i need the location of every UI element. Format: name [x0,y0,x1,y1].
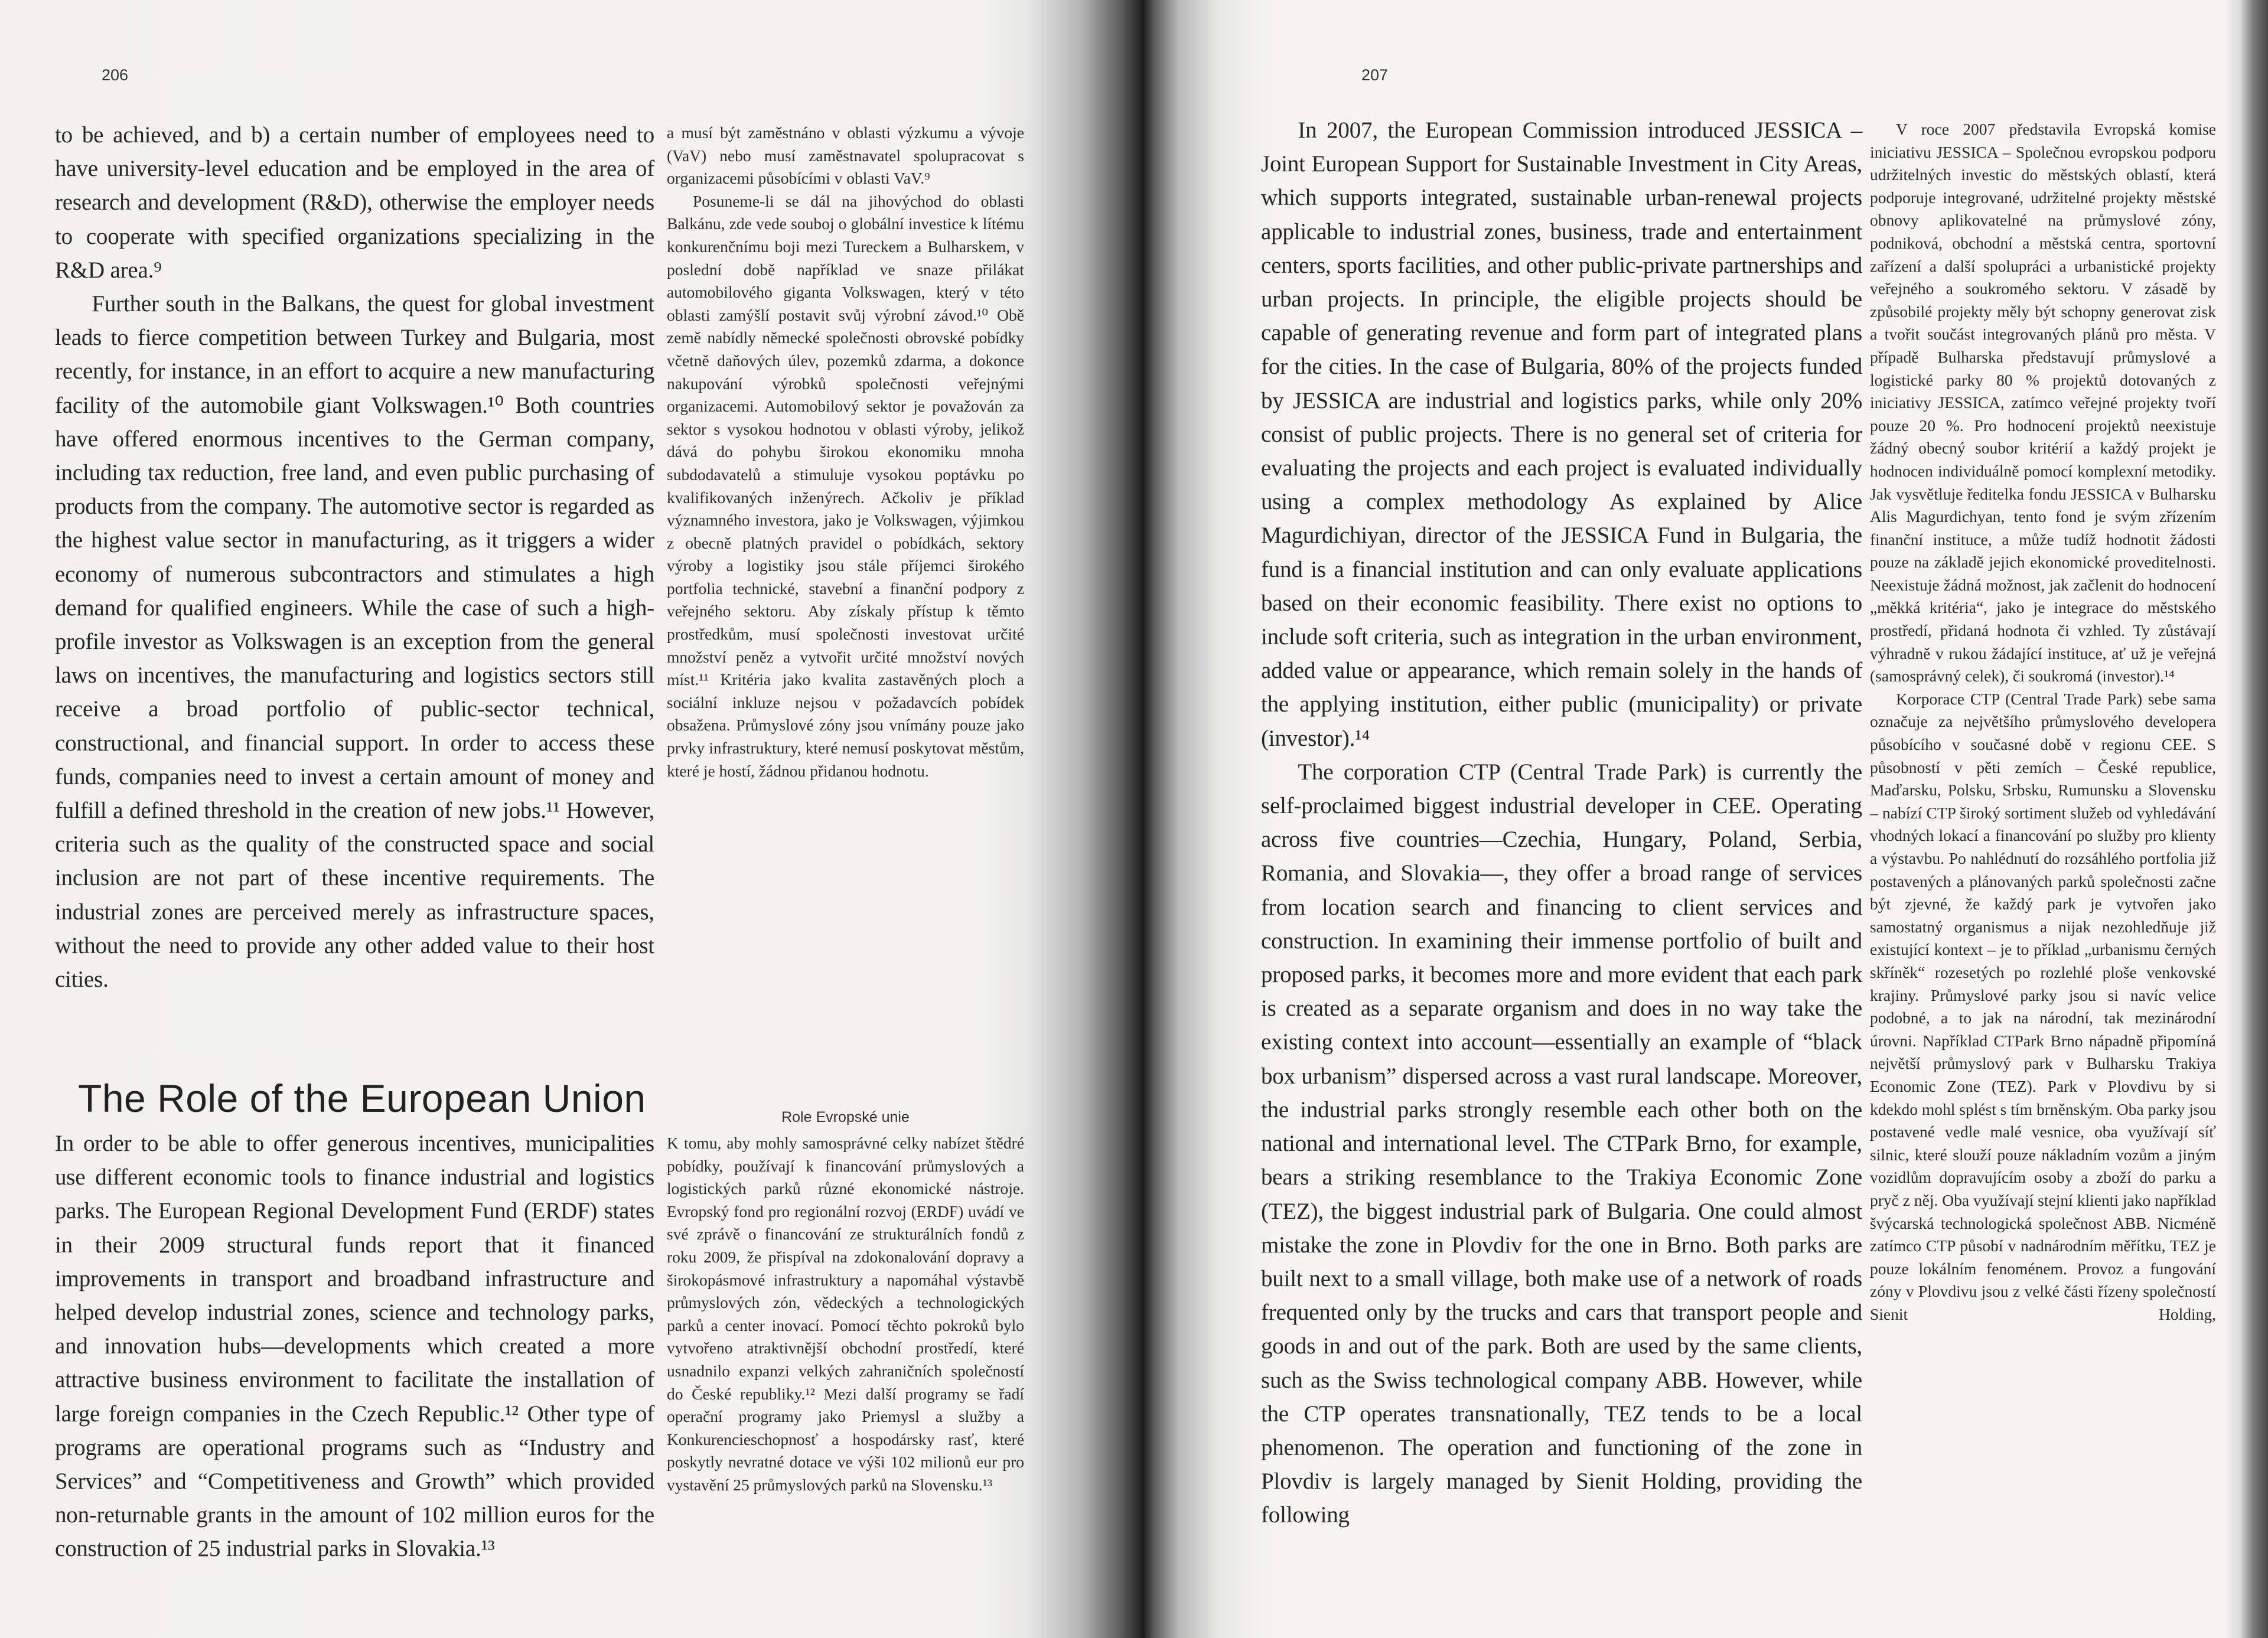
english-column-bottom [55,1127,654,1566]
paragraph: to be achieved, and b) a certain number of employees need to have university-level education and be employed in the area of research and development (R&D), otherwise the employer needs to cooperate with specified organizations specializing in the R&D area.⁹ [55,122,654,283]
page-number: 206 [102,66,129,84]
section-heading: The Role of the European Union [78,1076,646,1120]
page-number: 207 [1361,66,1389,84]
english-column [1261,113,1862,1532]
paragraph: Further south in the Balkans, the quest for global investment leads to fierce competition between Turkey and Bulgaria, most recently, for instance, in an effort to acquire a new manufacturing facility of the automobile giant Volkswagen.¹⁰ Both countries have offered enormous incentives to the German company, including tax reduction, free land, and even public purchasing of products from the company. The automotive sector is regarded as the highest value sector in manufacturing, as it triggers a wider economy of numerous subcontractors and stimulates a high demand for qualified engineers. While the case of such a high-profile investor as Volkswagen is an exception from the general laws on incentives, the manufacturing and logistics sectors still receive a broad portfolio of public-sector technical, constructional, and financial support. In order to access these funds, companies need to invest a certain amount of money and fulfill a defined threshold in the creation of new jobs.¹¹ However, criteria such as the quality of the constructed space and social inclusion are not part of these incentive requirements. The industrial zones are perceived merely as infrastructure spaces, without the need to provide any other added value to their host cities. [55,291,654,993]
english-column-top [55,118,654,996]
right-page [1143,0,2268,1638]
paragraph: a musí být zaměstnáno v oblasti výzkumu a vývoje (VaV) nebo musí zaměstnavatel spolupracovat s organizacemi působícími v oblasti VaV.⁹ [667,123,1024,188]
paragraph: In 2007, the European Commission introduced JESSICA – Joint European Support for Sustainable Investment in City Areas, which supports integrated, sustainable urban-renewal projects applicable to industrial zones, business, trade and entertainment centers, sports facilities, and other public-private partnerships and urban projects. In principle, the eligible projects should be capable of generating revenue and form part of integrated plans for the cities. In the case of Bulgaria, 80% of the projects funded by JESSICA are industrial and logistics parks, while only 20% consist of public projects. There is no general set of criteria for evaluating the projects and each project is evaluated individually using a complex methodology As explained by Alice Magurdichiyan, director of the JESSICA Fund in Bulgaria, the fund is a financial institution and can only evaluate applications based on their economic feasibility. There exist no options to include soft criteria, such as integration in the urban environment, added value or appearance, which remain solely in the hands of the applying institution, either public (municipality) or private (investor).¹⁴ [1261,118,1862,751]
paragraph: The corporation CTP (Central Trade Park) is currently the self-proclaimed biggest industrial developer in CEE. Operating across five countries—Czechia, Hungary, Poland, Serbia, Romania, and Slovakia—, they offer a broad range of services from location search and financing to client services and construction. In examining their immense portfolio of built and proposed parks, it becomes more and more evident that each park is created as a separate organism and does in no way take the existing context into account—essentially an example of “black box urbanism” dispersed across a vast rural landscape. Moreover, the industrial parks strongly resemble each other both on the national and international level. The CTPark Brno, for example, bears a striking resemblance to the Trakiya Economic Zone (TEZ), the biggest industrial park of Bulgaria. One could almost mistake the zone in Plovdiv for the one in Brno. Both parks are built next to a small village, both make use of a network of roads frequented only by the trucks and cars that transport people and goods in and out of the park. Both are used by the same clients, such as the Swiss technological company ABB. However, while the CTP operates transnationally, TEZ tends to be a local phenomenon. The operation and functioning of the zone in Plovdiv is largely managed by Sienit Holding, providing the following [1261,759,1862,1528]
paragraph: Korporace CTP (Central Trade Park) sebe sama označuje za největšího průmyslového developera působícího v současné době v regionu CEE. S působností v pěti zemích – České republice, Maďarsku, Polsku, Srbsku, Rumunsku a Slovensku – nabízí CTP široký sortiment služeb od vyhledávání vhodných lokací a financování po služby pro klienty a výstavbu. Po nahlédnutí do rozsáhlého portfolia již postavených a plánovaných parků společnosti začne být zjevné, že každý park je vytvořen jako samostatný organismus a nijak nezohledňuje již existující kontext – je to příklad „urbanismu černých skříněk“ rozesetých po rozlehlé ploše venkovské krajiny. Průmyslové parky jsou si navíc velice podobné, a to jak na národní, tak mezinárodní úrovni. Například CTPark Brno nápadně připomíná největší průmyslový park v Bulharsku Trakiya Economic Zone (TEZ). Park v Plovdivu by si kdekdo mohl splést s tím brněnským. Oba parky jsou postavené vedle malé vesnice, oba využívají síť silnic, které slouží pouze nákladním vozům a jiným vozidlům dopravujícím osoby a zboží do parku a pryč z něj. Oba využívají stejní klienti jako například švýcarská technologická společnost ABB. Nicméně zatímco CTP působí v nadnárodním měřítku, TEZ je pouze lokálním fenoménem. Provoz a fungování zóny v Plovdivu jsou z velké části řízeny společností Sienit Holding, [1870,689,2216,1323]
paragraph: Posuneme-li se dál na jihovýchod do oblasti Balkánu, zde vede souboj o globální investice k lítému konkurenčnímu boji mezi Tureckem a Bulharskem, v poslední době například ve snaze přilákat automobilového giganta Volkswagen, který v této oblasti zamýšlí postavit svůj výrobní závod.¹⁰ Obě země nabídly německé společnosti obrovské pobídky včetně daňových úlev, pozemků zdarma, a dokonce nakupování výrobků společnosti veřejnými organizacemi. Automobilový sektor je považován za sektor s vysokou hodnotou v oblasti výroby, jelikož dává do pohybu širokou ekonomiku mnoha subdodavatelů a stimuluje vysokou poptávku po kvalifikovaných inženýrech. Ačkoliv je příklad významného investora, jako je Volkswagen, výjimkou z obecně platných pravidel o pobídkách, sektory výroby a logistiky jsou stále příjemci širokého portfolia technické, stavební a finanční podpory z veřejného sektoru. Aby získaly přístup k těmto prostředkům, musí společnosti investovat určité množství peněz a vytvořit určité množství nových míst.¹¹ Kritéria jako kvalita zastavěných ploch a sociální inkluze nejsou v požadavcích pobídek obsažena. Průmyslové zóny jsou vnímány pouze jako prvky infrastruktury, které nemusí poskytovat městům, které je hostí, žádnou přidanou hodnotu. [667,191,1024,780]
paragraph: K tomu, aby mohly samosprávné celky nabízet štědré pobídky, používají k financování průmyslových a logistických parků různé ekonomické nástroje. Evropský fond pro regionální rozvoj (ERDF) uvádí ve své zprávě o financování ze strukturálních fondů z roku 2009, že přispíval na zdokonalování dopravy a širokopásmové infrastruktury a napomáhal výstavbě průmyslových zón, vědeckých a technologických parků a center inovací. Pomocí těchto pokroků bylo vytvořeno atraktivnější obchodní prostředí, které usnadnilo expanzi velkých zahraničních společností do České republiky.¹² Mezi další programy se řadí operační programy jako Priemysl a služby a Konkurencieschopnosť a hospodársky rasť, které poskytly nevratné dotace ve výši 102 milionů eur pro vystavění 25 průmyslových parků na Slovensku.¹³ [667,1134,1024,1494]
czech-column-top [667,122,1024,782]
czech-column-bottom [667,1132,1024,1497]
czech-column [1870,118,2216,1326]
czech-section-heading: Role Evropské unie [781,1109,910,1125]
paragraph: V roce 2007 představila Evropská komise iniciativu JESSICA – Společnou evropskou podporu udržitelných investic do městských oblastí, která podporuje integrované, udržitelné projekty městské obnovy aplikovatelné na průmyslové zóny, podniková, obchodní a městská centra, sportovní zařízení a další spolupráci a urbanistické projekty veřejného a soukromého sektoru. V zásadě by způsobilé projekty měly být schopny generovat zisk a tvořit součást integrovaných plánů pro města. V případě Bulharska představují průmyslové a logistické parky 80 % projektů dotovaných z iniciativy JESSICA, zatímco veřejné projekty tvoří pouze 20 %. Pro hodnocení projektů neexistuje žádný obecný soubor kritérií a každý projekt je hodnocen individuálně pomocí komplexní metodiky. Jak vysvětluje ředitelka fondu JESSICA v Bulharsku Alis Magurdichyan, tento fond je svým zřízením finanční instituce, a může tudíž hodnotit žádosti pouze na základě jejich ekonomické proveditelnosti. Neexistuje žádná možnost, jak začlenit do hodnocení „měkká kritéria“, jako je integrace do městského prostředí, přidaná hodnota či vzhled. Ty zůstávají výhradně v rukou žádající instituce, ať už je veřejná (samosprávný celek), či soukromá (investor).¹⁴ [1870,120,2216,686]
paragraph: In order to be able to offer generous incentives, municipalities use different economic tools to finance industrial and logistics parks. The European Regional Development Fund (ERDF) states in their 2009 structural funds report that it financed improvements in transport and broadband infrastructure and helped develop industrial zones, science and technology parks, and innovation hubs—developments which created a more attractive business environment to facilitate the installation of large foreign companies in the Czech Republic.¹² Other type of programs are operational programs such as “Industry and Services” and “Competitiveness and Growth” which provided non-returnable grants in the amount of 102 million euros for the construction of 25 industrial parks in Slovakia.¹³ [55,1131,654,1562]
